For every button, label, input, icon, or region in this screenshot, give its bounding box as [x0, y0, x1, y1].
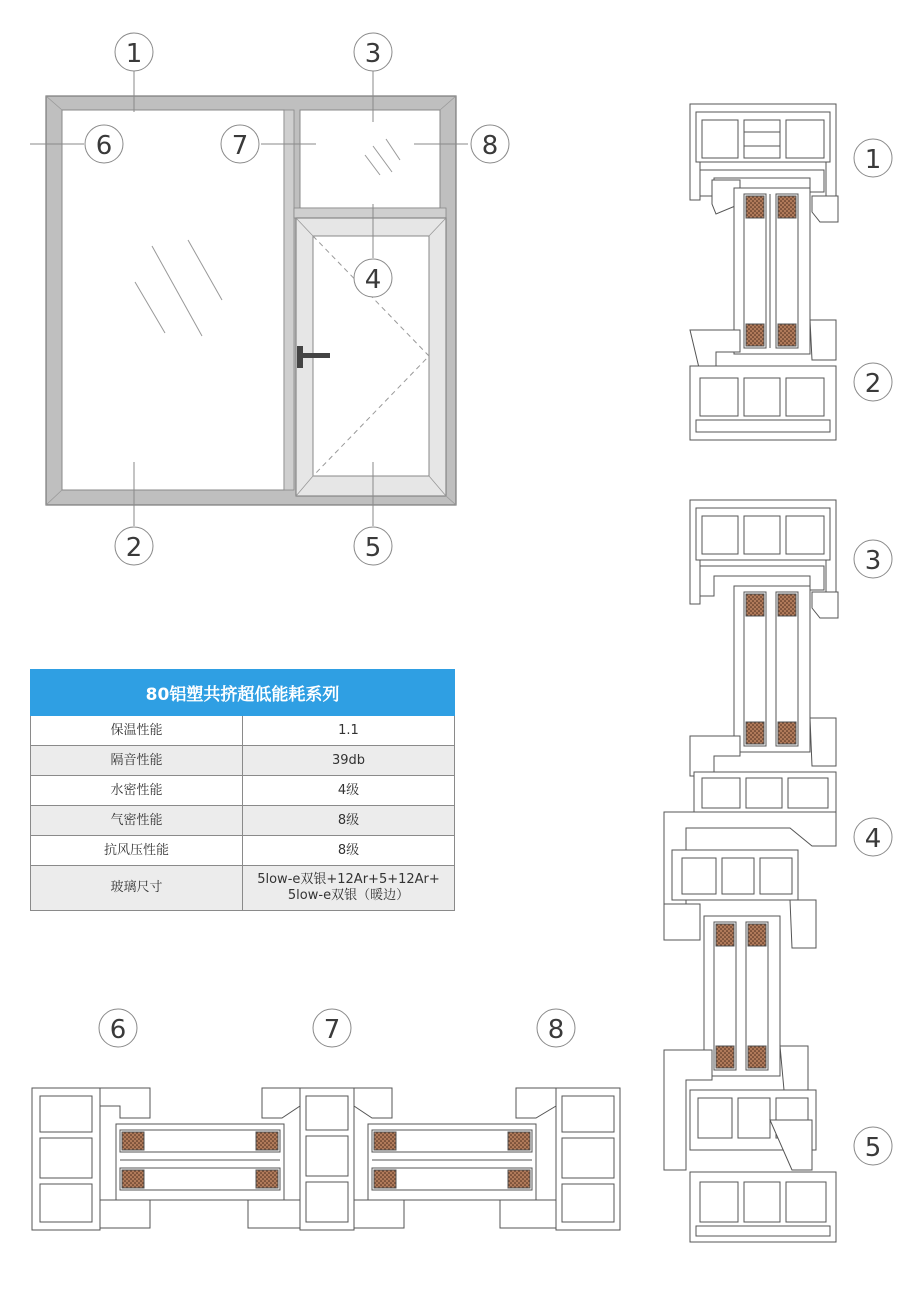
- callout-elev-5: [354, 527, 392, 565]
- svg-text:4: 4: [864, 824, 882, 854]
- svg-text:5: 5: [364, 533, 382, 563]
- callout-vert-3: [854, 540, 892, 578]
- callout-elev-8: [471, 125, 509, 163]
- callout-horiz-8: [537, 1009, 575, 1047]
- spec-table-title: 80铝塑共挤超低能耗系列: [31, 670, 455, 716]
- callout-vert-2: [854, 363, 892, 401]
- spec-value: 8级: [243, 806, 455, 836]
- spec-label: 隔音性能: [31, 746, 243, 776]
- svg-text:2: 2: [864, 369, 882, 399]
- svg-text:1: 1: [125, 39, 143, 69]
- spec-row-wind: [31, 836, 455, 866]
- vertical-section-3-4-5: [664, 500, 838, 1242]
- spec-row-glass: [31, 866, 455, 911]
- callout-vert-4: [854, 818, 892, 856]
- svg-text:8: 8: [481, 131, 499, 161]
- spec-row-watertight: [31, 776, 455, 806]
- spec-label: 抗风压性能: [31, 836, 243, 866]
- spec-label: 玻璃尺寸: [31, 866, 243, 911]
- spec-label: 水密性能: [31, 776, 243, 806]
- svg-text:6: 6: [109, 1015, 127, 1045]
- spec-table: [30, 669, 455, 911]
- spec-value: 8级: [243, 836, 455, 866]
- spec-value-line2: 5low-e双银（暖边）: [287, 888, 410, 903]
- callout-horiz-7: [313, 1009, 351, 1047]
- callout-elev-1: [115, 33, 153, 71]
- svg-text:7: 7: [323, 1015, 341, 1045]
- svg-text:3: 3: [364, 39, 382, 69]
- spec-row-airtight: [31, 806, 455, 836]
- spec-value: 1.1: [243, 716, 455, 746]
- svg-text:7: 7: [231, 131, 249, 161]
- callout-elev-3: [354, 33, 392, 71]
- svg-text:6: 6: [95, 131, 113, 161]
- callout-horiz-6: [99, 1009, 137, 1047]
- callout-vert-1: [854, 139, 892, 177]
- horizontal-section: [32, 1088, 620, 1230]
- spec-label: 气密性能: [31, 806, 243, 836]
- callout-elev-4: [354, 259, 392, 297]
- svg-text:8: 8: [547, 1015, 565, 1045]
- callout-elev-7: [221, 125, 259, 163]
- callout-elev-2: [115, 527, 153, 565]
- spec-value-line1: 5low-e双银+12Ar+5+12Ar+: [257, 872, 440, 887]
- svg-text:5: 5: [864, 1133, 882, 1163]
- spec-value: 4级: [243, 776, 455, 806]
- svg-text:3: 3: [864, 546, 882, 576]
- spec-value: [243, 866, 455, 911]
- svg-text:1: 1: [864, 145, 882, 175]
- vertical-section-1-2: [690, 104, 838, 440]
- spec-row-thermal: [31, 716, 455, 746]
- svg-text:2: 2: [125, 533, 143, 563]
- svg-text:4: 4: [364, 265, 382, 295]
- spec-value: 39db: [243, 746, 455, 776]
- spec-label: 保温性能: [31, 716, 243, 746]
- spec-row-acoustic: [31, 746, 455, 776]
- callout-elev-6: [85, 125, 123, 163]
- callout-vert-5: [854, 1127, 892, 1165]
